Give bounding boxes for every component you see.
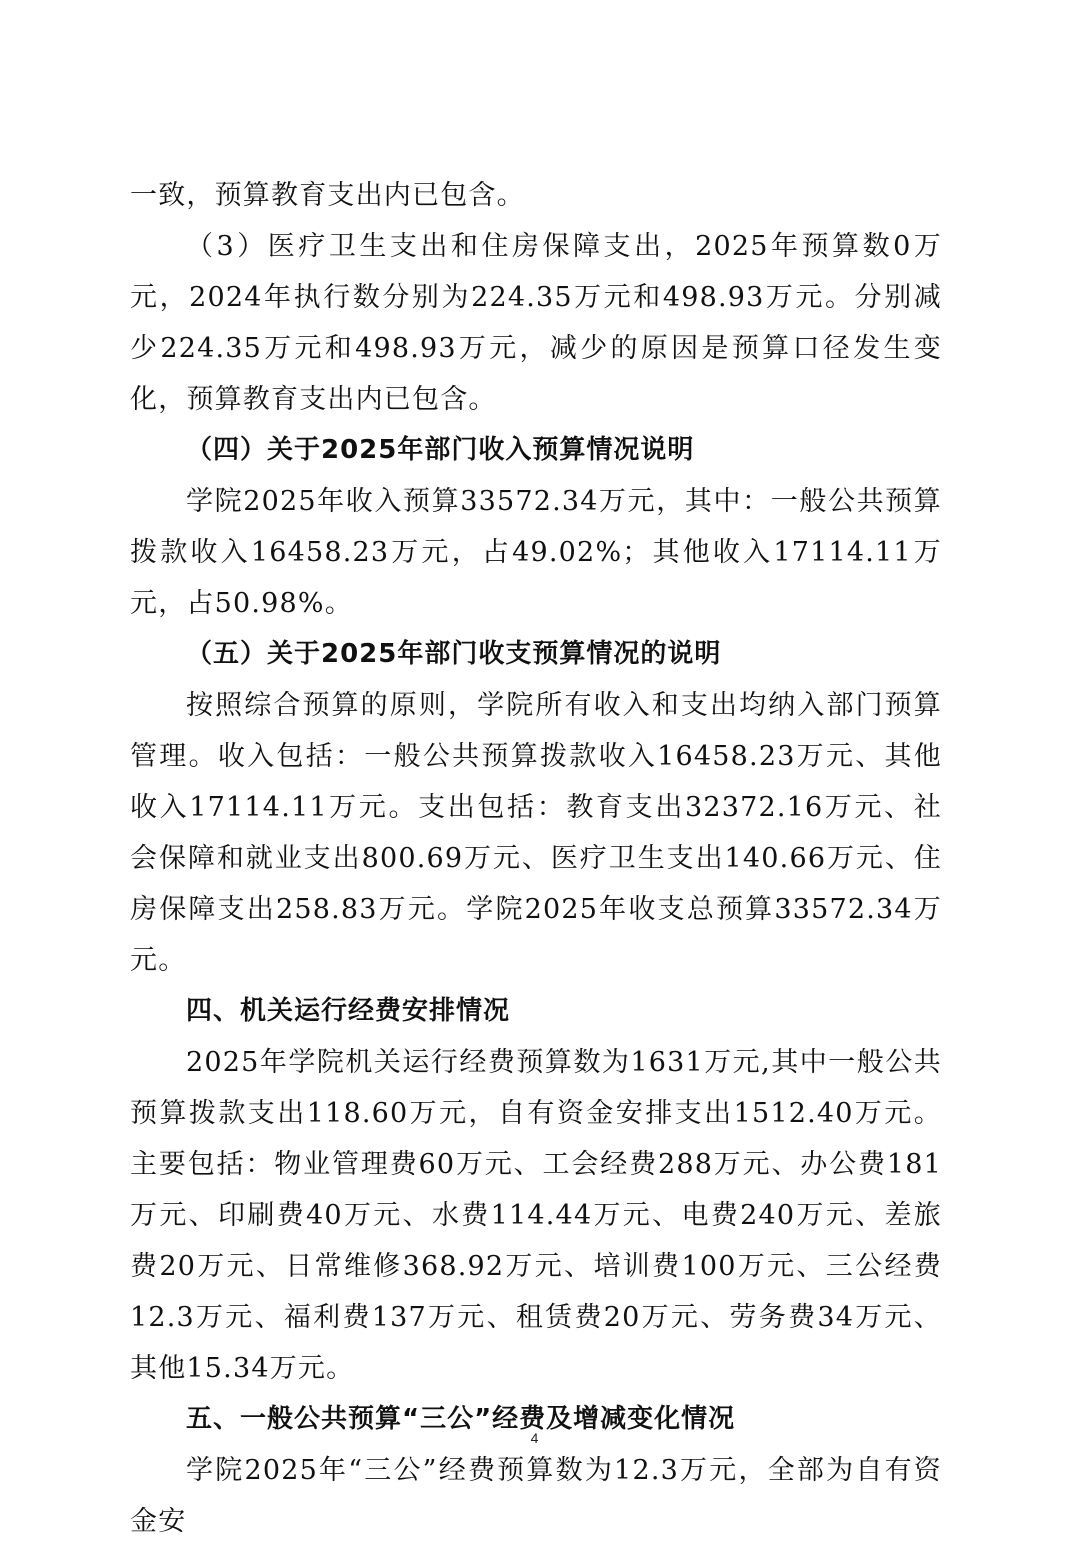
heading-income-expenditure: （五）关于2025年部门收支预算情况的说明 xyxy=(186,639,722,669)
paragraph-three-public-expenses: 学院2025年“三公”经费预算数为12.3万元，全部为自有资金安 xyxy=(130,1455,942,1537)
paragraph-income-budget: 学院2025年收入预算33572.34万元，其中：一般公共预算拨款收入16458.23万元，占49.02%；其他收入17114.11万元，占50.98%。 xyxy=(130,486,942,619)
paragraph-operating-expenses: 2025年学院机关运行经费预算数为1631万元,其中一般公共预算拨款支出118.60万元，自有资金安排支出1512.40万元。主要包括：物业管理费60万元、工会经费288万元、办公费181万元、印刷费40万元、水费114.44万元、电费240万元、差旅费20万元、日常维修368.92万元、培训费100万元、三公经费12.3万元、福利费137万元、租赁费20万元、劳务费34万元、其他15.34万元。 xyxy=(130,1047,942,1384)
paragraph-medical-housing: （3）医疗卫生支出和住房保障支出，2025年预算数0万元，2024年执行数分别为224.35万元和498.93万元。分别减少224.35万元和498.93万元，减少的原因是预算口径发生变化，预算教育支出内已包含。 xyxy=(130,231,942,415)
paragraph-continuation: 一致，预算教育支出内已包含。 xyxy=(130,180,525,211)
heading-income-budget: （四）关于2025年部门收入预算情况说明 xyxy=(186,435,695,465)
document-body xyxy=(130,170,942,1547)
paragraph-income-expenditure: 按照综合预算的原则，学院所有收入和支出均纳入部门预算管理。收入包括：一般公共预算拨款收入16458.23万元、其他收入17114.11万元。支出包括：教育支出32372.16万元、社会保障和就业支出800.69万元、医疗卫生支出140.66万元、住房保障支出258.83万元。学院2025年收支总预算33572.34万元。 xyxy=(130,690,942,976)
heading-operating-expenses: 四、机关运行经费安排情况 xyxy=(186,996,511,1026)
page-number: 4 xyxy=(530,1430,539,1446)
heading-three-public-expenses: 五、一般公共预算“三公”经费及增减变化情况 xyxy=(186,1404,736,1434)
